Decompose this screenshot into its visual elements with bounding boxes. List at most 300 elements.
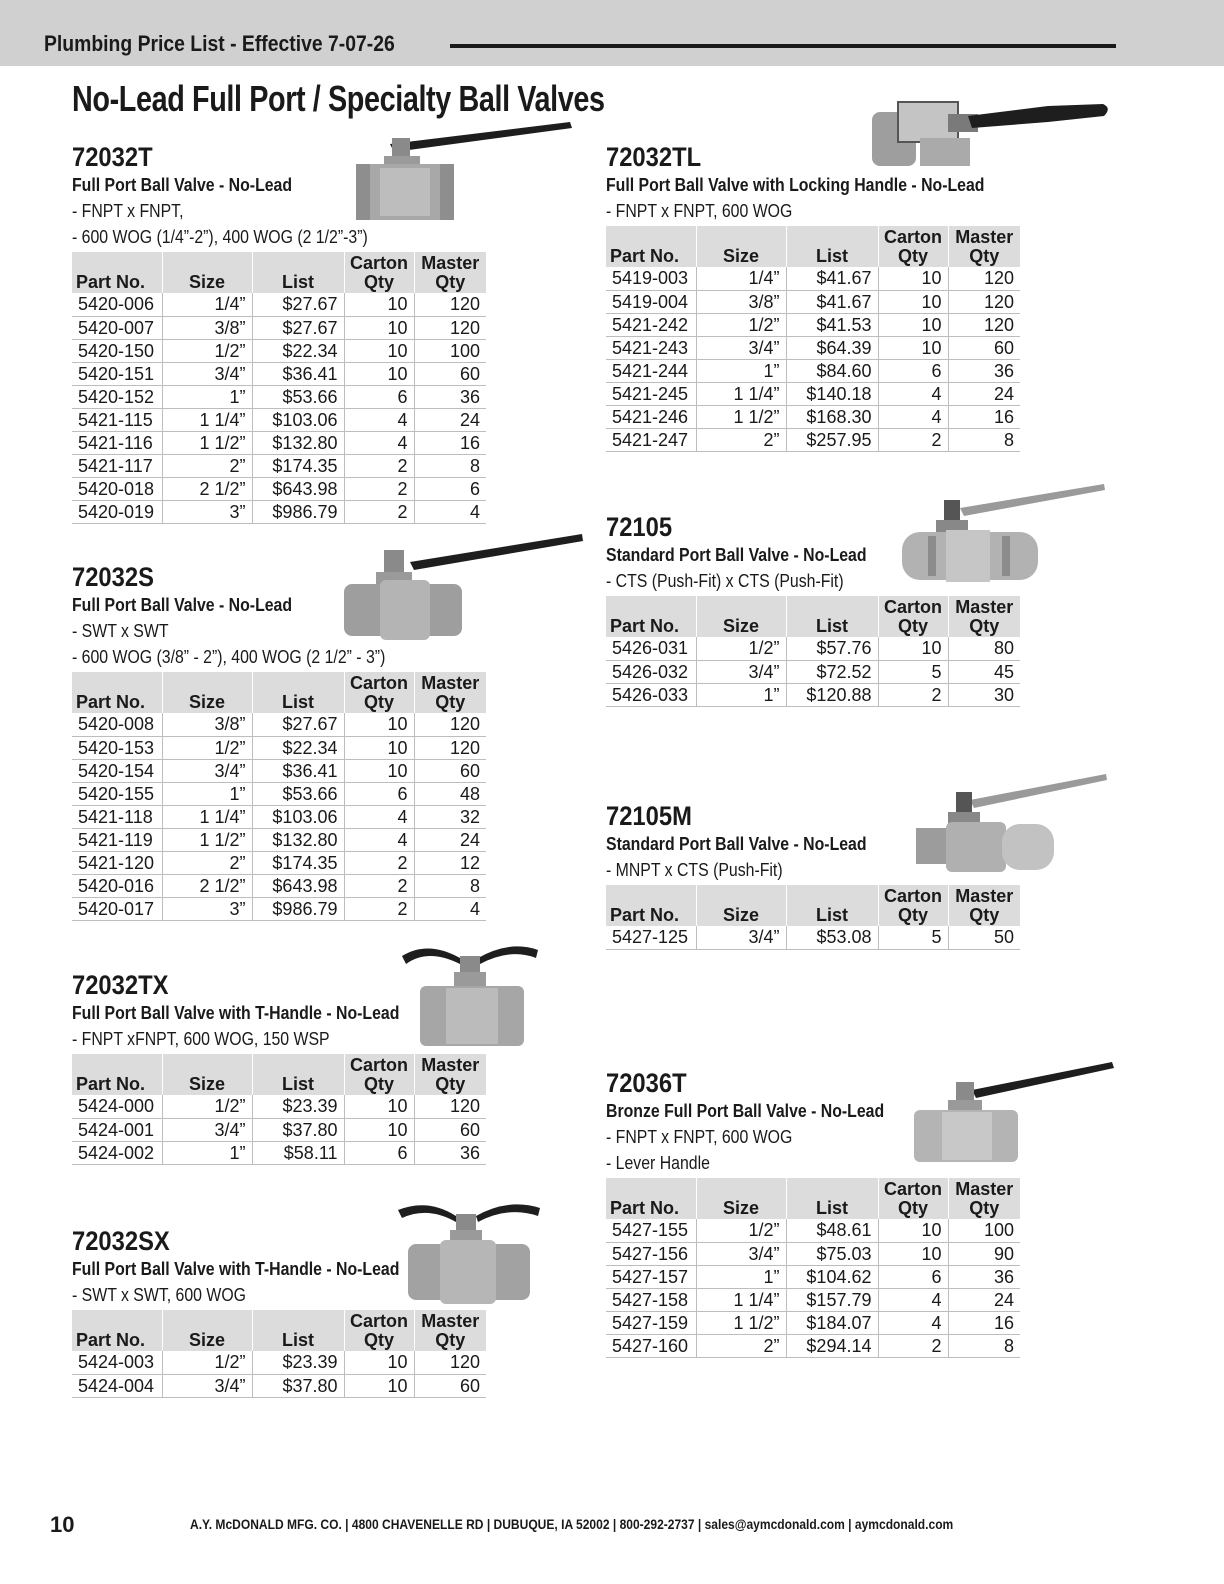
header-carton-qty-label: Carton — [884, 597, 942, 617]
size-cell: 3/4” — [162, 1374, 252, 1397]
header-master-qty-label: Master — [955, 1179, 1014, 1199]
header-master-qty-label: Master — [955, 227, 1014, 247]
carton-qty-cell: 4 — [878, 1288, 948, 1311]
part-no-cell: 5427-160 — [606, 1334, 696, 1357]
header-master-qty-label: Master — [421, 1311, 480, 1331]
master-qty-cell: 120 — [414, 736, 486, 759]
header-part-no — [606, 1178, 696, 1219]
list-price-cell: $27.67 — [252, 316, 344, 339]
list-price-cell: $104.62 — [786, 1265, 878, 1288]
table-row — [606, 683, 1020, 706]
header-master-qty-label: Master — [955, 886, 1014, 906]
header-master-qty-label: Master — [955, 597, 1014, 617]
size-cell: 3/4” — [162, 362, 252, 385]
table-row — [606, 290, 1020, 313]
list-price-cell: $132.80 — [252, 431, 344, 454]
master-qty-cell: 120 — [414, 1095, 486, 1118]
master-qty-cell: 48 — [414, 782, 486, 805]
table-header-row — [606, 885, 1020, 926]
model-number: 72032TX — [72, 970, 169, 1000]
carton-qty-cell: 10 — [344, 1095, 414, 1118]
master-qty-cell: 24 — [414, 408, 486, 431]
size-cell: 1 1/2” — [696, 405, 786, 428]
header-carton-qty — [878, 885, 948, 926]
table-row — [72, 362, 486, 385]
master-qty-cell: 80 — [948, 637, 1020, 660]
header-part-no-label: Part No. — [610, 616, 680, 636]
list-price-cell: $174.35 — [252, 454, 344, 477]
header-master-qty — [948, 596, 1020, 637]
carton-qty-cell: 10 — [344, 293, 414, 316]
table-row — [72, 805, 486, 828]
part-no-cell: 5421-246 — [606, 405, 696, 428]
size-cell: 1” — [162, 385, 252, 408]
part-no-cell: 5426-032 — [606, 660, 696, 683]
carton-qty-cell: 5 — [878, 926, 948, 949]
list-price-cell: $58.11 — [252, 1141, 344, 1164]
model-number: 72105 — [606, 512, 673, 542]
size-cell: 1” — [162, 1141, 252, 1164]
header-list — [252, 1310, 344, 1351]
header-master-qty-label: Qty — [969, 616, 1000, 636]
part-no-cell: 5421-244 — [606, 359, 696, 382]
table-row — [72, 897, 486, 920]
header-size — [162, 1310, 252, 1351]
list-price-cell: $53.66 — [252, 782, 344, 805]
table-row — [72, 339, 486, 362]
table-row — [72, 454, 486, 477]
list-price-cell: $23.39 — [252, 1095, 344, 1118]
master-qty-cell: 120 — [414, 713, 486, 736]
list-price-cell: $103.06 — [252, 408, 344, 431]
carton-qty-cell: 10 — [878, 1242, 948, 1265]
part-no-cell: 5427-159 — [606, 1311, 696, 1334]
header-master-qty — [948, 1178, 1020, 1219]
list-price-cell: $53.08 — [786, 926, 878, 949]
list-price-cell: $257.95 — [786, 428, 878, 451]
product-description: Standard Port Ball Valve - No-Lead — [606, 545, 867, 565]
carton-qty-cell: 2 — [344, 454, 414, 477]
price-table — [606, 226, 1020, 452]
table-row — [72, 408, 486, 431]
table-row — [606, 1334, 1020, 1357]
size-cell: 2 1/2” — [162, 874, 252, 897]
size-cell: 1 1/4” — [696, 1288, 786, 1311]
size-cell: 1” — [162, 782, 252, 805]
size-cell: 1” — [696, 1265, 786, 1288]
part-no-cell: 5419-003 — [606, 267, 696, 290]
header-part-no-label: Part No. — [76, 272, 146, 292]
carton-qty-cell: 10 — [344, 759, 414, 782]
table-row — [72, 713, 486, 736]
list-price-cell: $140.18 — [786, 382, 878, 405]
master-qty-cell: 12 — [414, 851, 486, 874]
table-row — [606, 660, 1020, 683]
size-cell: 2” — [696, 1334, 786, 1357]
list-price-cell: $120.88 — [786, 683, 878, 706]
header-carton-qty-label: Carton — [350, 1311, 408, 1331]
list-price-cell: $41.67 — [786, 290, 878, 313]
header-carton-qty-label: Carton — [884, 1179, 942, 1199]
size-cell: 1 1/4” — [162, 408, 252, 431]
master-qty-cell: 16 — [948, 405, 1020, 428]
header-size-label: Size — [722, 616, 760, 636]
part-no-cell: 5424-000 — [72, 1095, 162, 1118]
part-no-cell: 5420-152 — [72, 385, 162, 408]
table-row — [606, 1219, 1020, 1242]
master-qty-cell: 8 — [948, 428, 1020, 451]
size-cell: 3/4” — [696, 660, 786, 683]
header-carton-qty-label: Qty — [897, 616, 928, 636]
master-qty-cell: 4 — [414, 500, 486, 523]
header-list-label: List — [281, 1330, 314, 1350]
table-row — [606, 336, 1020, 359]
master-qty-cell: 60 — [414, 1374, 486, 1397]
model-number: 72032S — [72, 562, 154, 592]
header-master-qty — [414, 672, 486, 713]
part-no-cell: 5427-155 — [606, 1219, 696, 1242]
list-price-cell: $294.14 — [786, 1334, 878, 1357]
master-qty-cell: 60 — [414, 362, 486, 385]
table-row — [72, 782, 486, 805]
carton-qty-cell: 10 — [878, 637, 948, 660]
master-qty-cell: 36 — [414, 1141, 486, 1164]
size-cell: 3” — [162, 897, 252, 920]
price-table — [72, 252, 486, 524]
size-cell: 1/4” — [696, 267, 786, 290]
header-size-label: Size — [722, 1198, 760, 1218]
master-qty-cell: 100 — [414, 339, 486, 362]
header-title: Plumbing Price List - Effective 7-07-26 — [44, 31, 395, 56]
header-master-qty-label: Qty — [969, 246, 1000, 266]
header-master-qty-label: Qty — [969, 905, 1000, 925]
list-price-cell: $27.67 — [252, 713, 344, 736]
carton-qty-cell: 6 — [878, 359, 948, 382]
header-size — [696, 596, 786, 637]
table-row — [72, 874, 486, 897]
size-cell: 2” — [162, 454, 252, 477]
size-cell: 1” — [696, 359, 786, 382]
master-qty-cell: 90 — [948, 1242, 1020, 1265]
list-price-cell: $986.79 — [252, 897, 344, 920]
header-part-no — [72, 672, 162, 713]
header-carton-qty-label: Qty — [363, 1330, 394, 1350]
size-cell: 2 1/2” — [162, 477, 252, 500]
master-qty-cell: 120 — [948, 313, 1020, 336]
table-row — [72, 385, 486, 408]
model-number: 72032T — [72, 142, 153, 172]
size-cell: 3/4” — [696, 336, 786, 359]
part-no-cell: 5427-157 — [606, 1265, 696, 1288]
part-no-cell: 5427-156 — [606, 1242, 696, 1265]
valve-72032TX-image — [398, 940, 543, 1052]
model-number: 72105M — [606, 801, 692, 831]
list-price-cell: $168.30 — [786, 405, 878, 428]
size-cell: 1 1/2” — [162, 828, 252, 851]
valve-72032S-image — [340, 528, 585, 643]
list-price-cell: $53.66 — [252, 385, 344, 408]
header-master-qty-label: Master — [421, 1055, 480, 1075]
part-no-cell: 5427-125 — [606, 926, 696, 949]
header-size — [162, 672, 252, 713]
size-cell: 1” — [696, 683, 786, 706]
master-qty-cell: 50 — [948, 926, 1020, 949]
part-no-cell: 5420-007 — [72, 316, 162, 339]
table-row — [606, 1265, 1020, 1288]
list-price-cell: $64.39 — [786, 336, 878, 359]
header-list-label: List — [281, 692, 314, 712]
product-description: Bronze Full Port Ball Valve - No-Lead — [606, 1101, 885, 1121]
carton-qty-cell: 2 — [878, 1334, 948, 1357]
list-price-cell: $84.60 — [786, 359, 878, 382]
list-price-cell: $41.53 — [786, 313, 878, 336]
header-list-label: List — [281, 272, 314, 292]
size-cell: 2” — [696, 428, 786, 451]
valve-72036T-image — [912, 1060, 1117, 1166]
header-part-no — [606, 596, 696, 637]
product-description: Standard Port Ball Valve - No-Lead — [606, 834, 867, 854]
master-qty-cell: 36 — [414, 385, 486, 408]
table-row — [72, 1095, 486, 1118]
header-carton-qty — [878, 226, 948, 267]
product-description: Full Port Ball Valve - No-Lead — [72, 595, 293, 615]
list-price-cell: $36.41 — [252, 362, 344, 385]
header-master-qty-label: Master — [421, 253, 480, 273]
part-no-cell: 5424-004 — [72, 1374, 162, 1397]
part-no-cell: 5421-115 — [72, 408, 162, 431]
part-no-cell: 5420-019 — [72, 500, 162, 523]
part-no-cell: 5426-031 — [606, 637, 696, 660]
header-size-label: Size — [722, 246, 760, 266]
part-no-cell: 5421-119 — [72, 828, 162, 851]
table-header-row — [72, 672, 486, 713]
size-cell: 1 1/2” — [162, 431, 252, 454]
product-spec: - SWT x SWT, 600 WOG — [72, 1285, 246, 1305]
size-cell: 3/8” — [696, 290, 786, 313]
header-size-label: Size — [188, 692, 226, 712]
part-no-cell: 5420-151 — [72, 362, 162, 385]
product-description: Full Port Ball Valve with T-Handle - No-Lead — [72, 1259, 400, 1279]
carton-qty-cell: 10 — [344, 1374, 414, 1397]
list-price-cell: $41.67 — [786, 267, 878, 290]
size-cell: 3/4” — [162, 1118, 252, 1141]
carton-qty-cell: 4 — [344, 431, 414, 454]
model-number: 72036T — [606, 1068, 687, 1098]
list-price-cell: $23.39 — [252, 1351, 344, 1374]
list-price-cell: $48.61 — [786, 1219, 878, 1242]
carton-qty-cell: 10 — [878, 267, 948, 290]
table-row — [72, 1141, 486, 1164]
header-carton-qty-label: Qty — [897, 1198, 928, 1218]
table-row — [606, 1311, 1020, 1334]
header-carton-qty-label: Qty — [897, 246, 928, 266]
header-part-no — [606, 226, 696, 267]
header-part-no-label: Part No. — [76, 692, 146, 712]
size-cell: 1/2” — [696, 637, 786, 660]
header-carton-qty-label: Qty — [363, 272, 394, 292]
header-size — [696, 885, 786, 926]
page-number: 10 — [50, 1512, 75, 1537]
header-part-no-label: Part No. — [610, 1198, 680, 1218]
list-price-cell: $57.76 — [786, 637, 878, 660]
product-spec: - SWT x SWT — [72, 621, 169, 641]
carton-qty-cell: 4 — [878, 405, 948, 428]
carton-qty-cell: 2 — [344, 897, 414, 920]
table-header-row — [606, 226, 1020, 267]
header-carton-qty-label: Carton — [884, 886, 942, 906]
carton-qty-cell: 4 — [878, 382, 948, 405]
header-master-qty-label: Qty — [435, 272, 466, 292]
price-table — [72, 1310, 486, 1398]
master-qty-cell: 30 — [948, 683, 1020, 706]
master-qty-cell: 45 — [948, 660, 1020, 683]
header-master-qty — [948, 226, 1020, 267]
header-part-no-label: Part No. — [76, 1330, 146, 1350]
product-spec: - Lever Handle — [606, 1153, 710, 1173]
master-qty-cell: 120 — [948, 267, 1020, 290]
header-master-qty-label: Qty — [435, 692, 466, 712]
header-list-label: List — [815, 616, 848, 636]
part-no-cell: 5420-008 — [72, 713, 162, 736]
size-cell: 3/4” — [696, 926, 786, 949]
table-row — [72, 500, 486, 523]
product-spec: - 600 WOG (3/8” - 2”), 400 WOG (2 1/2” - 3”) — [72, 647, 386, 667]
table-row — [606, 313, 1020, 336]
size-cell: 3/4” — [696, 1242, 786, 1265]
list-price-cell: $22.34 — [252, 339, 344, 362]
header-list-label: List — [815, 246, 848, 266]
carton-qty-cell: 2 — [344, 874, 414, 897]
product-description: Full Port Ball Valve with Locking Handle - No-Lead — [606, 175, 985, 195]
header-list — [252, 672, 344, 713]
header-carton-qty-label: Qty — [363, 1074, 394, 1094]
list-price-cell: $184.07 — [786, 1311, 878, 1334]
carton-qty-cell: 2 — [878, 683, 948, 706]
list-price-cell: $643.98 — [252, 874, 344, 897]
part-no-cell: 5421-118 — [72, 805, 162, 828]
header-part-no — [72, 252, 162, 293]
header-part-no-label: Part No. — [76, 1074, 146, 1094]
carton-qty-cell: 2 — [344, 500, 414, 523]
header-part-no-label: Part No. — [610, 905, 680, 925]
header-carton-qty — [878, 1178, 948, 1219]
size-cell: 1/2” — [696, 1219, 786, 1242]
carton-qty-cell: 10 — [878, 313, 948, 336]
valve-72105-image — [900, 480, 1110, 585]
size-cell: 1/2” — [162, 1095, 252, 1118]
header-rule — [450, 44, 1116, 48]
header-master-qty-label: Qty — [435, 1074, 466, 1094]
table-row — [72, 828, 486, 851]
section-72032TL — [606, 142, 1036, 452]
header-carton-qty — [344, 672, 414, 713]
list-price-cell: $37.80 — [252, 1118, 344, 1141]
carton-qty-cell: 2 — [344, 477, 414, 500]
table-header-row — [72, 1054, 486, 1095]
carton-qty-cell: 10 — [344, 713, 414, 736]
carton-qty-cell: 4 — [344, 408, 414, 431]
part-no-cell: 5421-120 — [72, 851, 162, 874]
part-no-cell: 5426-033 — [606, 683, 696, 706]
table-row — [72, 759, 486, 782]
part-no-cell: 5427-158 — [606, 1288, 696, 1311]
price-table — [72, 672, 486, 921]
table-row — [606, 359, 1020, 382]
list-price-cell: $986.79 — [252, 500, 344, 523]
price-table — [606, 1178, 1020, 1358]
header-carton-qty-label: Carton — [884, 227, 942, 247]
header-carton-qty-label: Carton — [350, 1055, 408, 1075]
part-no-cell: 5421-116 — [72, 431, 162, 454]
price-table — [606, 885, 1020, 950]
part-no-cell: 5419-004 — [606, 290, 696, 313]
master-qty-cell: 120 — [948, 290, 1020, 313]
master-qty-cell: 100 — [948, 1219, 1020, 1242]
header-list — [786, 885, 878, 926]
table-header-row — [606, 1178, 1020, 1219]
list-price-cell: $103.06 — [252, 805, 344, 828]
part-no-cell: 5421-242 — [606, 313, 696, 336]
valve-72032SX-image — [394, 1198, 544, 1310]
page-title: No-Lead Full Port / Specialty Ball Valves — [72, 78, 605, 119]
size-cell: 1 1/2” — [696, 1311, 786, 1334]
table-row — [72, 1374, 486, 1397]
table-row — [72, 736, 486, 759]
product-spec: - MNPT x CTS (Push-Fit) — [606, 860, 783, 880]
part-no-cell: 5421-245 — [606, 382, 696, 405]
table-row — [606, 637, 1020, 660]
part-no-cell: 5420-150 — [72, 339, 162, 362]
master-qty-cell: 6 — [414, 477, 486, 500]
table-row — [606, 926, 1020, 949]
master-qty-cell: 8 — [948, 1334, 1020, 1357]
carton-qty-cell: 10 — [878, 290, 948, 313]
master-qty-cell: 8 — [414, 454, 486, 477]
product-spec: - FNPT x FNPT, — [72, 201, 184, 221]
header-carton-qty-label: Qty — [897, 905, 928, 925]
size-cell: 1/2” — [696, 313, 786, 336]
product-spec: - 600 WOG (1/4”-2”), 400 WOG (2 1/2”-3”) — [72, 227, 368, 247]
list-price-cell: $75.03 — [786, 1242, 878, 1265]
size-cell: 1/2” — [162, 736, 252, 759]
carton-qty-cell: 2 — [878, 428, 948, 451]
part-no-cell: 5424-001 — [72, 1118, 162, 1141]
carton-qty-cell: 4 — [344, 828, 414, 851]
master-qty-cell: 4 — [414, 897, 486, 920]
table-row — [606, 1288, 1020, 1311]
model-number: 72032TL — [606, 142, 702, 172]
header-master-qty — [414, 1310, 486, 1351]
table-header-row — [606, 596, 1020, 637]
table-row — [72, 293, 486, 316]
header-carton-qty-label: Carton — [350, 673, 408, 693]
list-price-cell: $132.80 — [252, 828, 344, 851]
table-row — [606, 405, 1020, 428]
carton-qty-cell: 4 — [344, 805, 414, 828]
size-cell: 3/8” — [162, 316, 252, 339]
part-no-cell: 5421-117 — [72, 454, 162, 477]
header-master-qty-label: Master — [421, 673, 480, 693]
header-part-no — [72, 1310, 162, 1351]
header-size — [162, 252, 252, 293]
list-price-cell: $174.35 — [252, 851, 344, 874]
table-row — [72, 316, 486, 339]
header-size-label: Size — [722, 905, 760, 925]
carton-qty-cell: 10 — [344, 316, 414, 339]
header-size-label: Size — [188, 1074, 226, 1094]
part-no-cell: 5420-018 — [72, 477, 162, 500]
header-size-label: Size — [188, 272, 226, 292]
